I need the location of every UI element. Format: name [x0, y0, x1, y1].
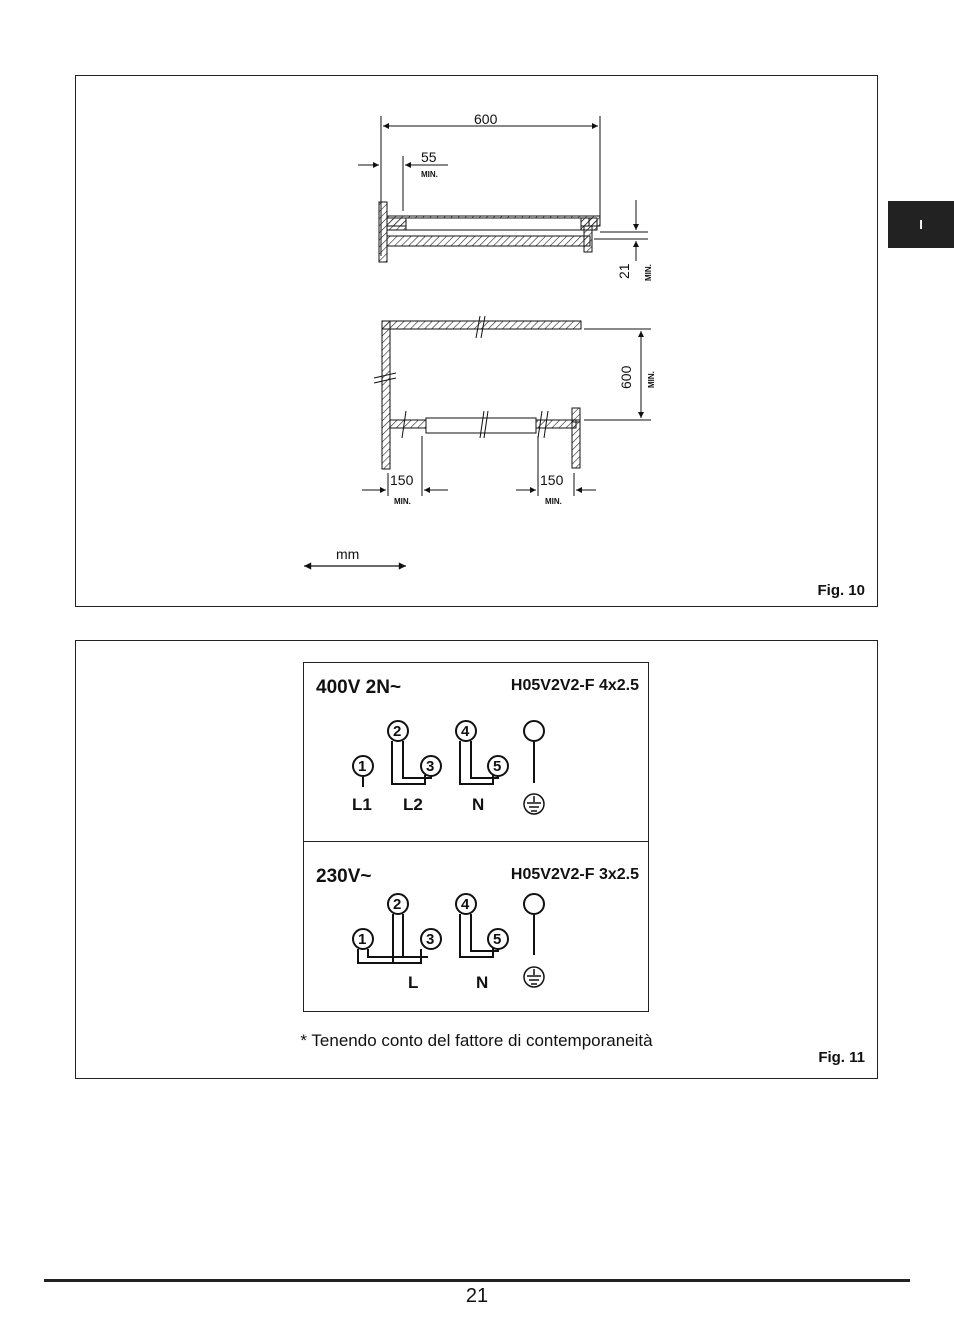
dim-600-height: 600 — [618, 365, 634, 389]
cable-3x25: H05V2V2-F 3x2.5 — [510, 866, 639, 883]
figure-11-label: Fig. 11 — [818, 1049, 865, 1066]
terminal-block-400 — [304, 663, 648, 841]
terminal-4: 4 — [461, 723, 470, 740]
dim-21-gap: 21 — [616, 263, 632, 279]
label-n: N — [476, 973, 489, 992]
label-l2: L2 — [403, 795, 423, 814]
dim-600-min: MIN. — [647, 371, 656, 388]
side-view-drawing — [358, 111, 653, 281]
wiring-diagram — [303, 662, 649, 1012]
terminal-2: 2 — [393, 896, 402, 913]
dim-21-min: MIN. — [644, 264, 653, 281]
terminal-1: 1 — [358, 931, 367, 948]
voltage-400: 400V 2N~ — [316, 677, 402, 698]
cable-4x25: H05V2V2-F 4x2.5 — [510, 677, 639, 694]
dim-150-right: 150 — [540, 472, 564, 488]
terminal-5: 5 — [493, 758, 502, 775]
footer-rule — [44, 1279, 910, 1282]
footnote: * Tenendo conto del fattore di contemporaneità — [300, 1031, 653, 1050]
wiring-400v-section — [304, 663, 648, 842]
front-view-drawing — [362, 316, 656, 506]
unit-indicator — [304, 546, 406, 566]
terminal-3: 3 — [426, 931, 435, 948]
figure-11-frame — [75, 640, 878, 1079]
dim-55-offset: 55 — [421, 149, 437, 165]
figure-10-frame — [75, 75, 878, 607]
dim-150-left: 150 — [390, 472, 414, 488]
earth-ground-icon — [524, 967, 544, 987]
dim-600-width: 600 — [474, 111, 498, 127]
dim-150-left-min: MIN. — [394, 497, 411, 506]
unit-mm: mm — [336, 546, 360, 562]
wiring-230v-section — [304, 841, 648, 1011]
installation-dimensions-diagram — [76, 76, 877, 606]
dim-55-min: MIN. — [421, 170, 438, 179]
terminal-5: 5 — [493, 931, 502, 948]
language-tab: I — [888, 201, 954, 248]
label-l1: L1 — [352, 795, 372, 814]
terminal-block-230 — [304, 841, 648, 1011]
label-n: N — [472, 795, 485, 814]
terminal-2: 2 — [393, 723, 402, 740]
page-number: 21 — [465, 1285, 489, 1307]
label-l: L — [408, 973, 419, 992]
earth-ground-icon — [524, 794, 544, 814]
voltage-230: 230V~ — [316, 866, 372, 887]
terminal-3: 3 — [426, 758, 435, 775]
dim-150-right-min: MIN. — [545, 497, 562, 506]
figure-10-label: Fig. 10 — [817, 582, 865, 599]
terminal-4: 4 — [461, 896, 470, 913]
terminal-1: 1 — [358, 758, 367, 775]
